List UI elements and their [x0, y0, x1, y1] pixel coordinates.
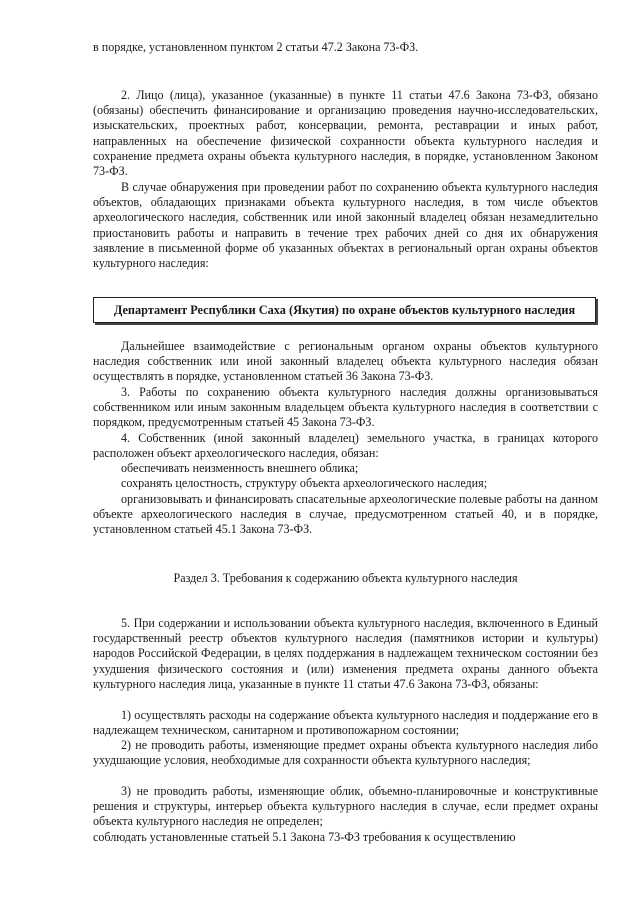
paragraph-interaction: Дальнейшее взаимодействие с региональным органом охраны объектов культурного наследия собственник или иной законный владелец объекта культурного наследия обязан осуществлять в порядке, установленном статьей 36 Закона 73-ФЗ. [93, 339, 598, 384]
authority-name: Департамент Республики Саха (Якутия) по охране объектов культурного наследия [113, 302, 576, 317]
paragraph-item-4: 4. Собственник (иной законный владелец) земельного участка, в границах которого расположен объект археологического наследия, обязан: [93, 431, 598, 461]
subitem-1: 1) осуществлять расходы на содержание объекта культурного наследия и поддержание его в надлежащем техническом, санитарном и противопожарном состоянии; [93, 708, 598, 738]
obligation-3: организовывать и финансировать спасательные археологические полевые работы на данном объекте археологического наследия в случае, предусмотренном статьей 40, и в порядке, установленном статьей 45.1 Закона 73-ФЗ. [93, 492, 598, 537]
subitem-3: 3) не проводить работы, изменяющие облик, объемно-планировочные и конструктивные решения и структуры, интерьер объекта культурного наследия в случае, если предмет охраны объекта культурного наследия не определен; [93, 784, 598, 829]
paragraph-item-3: 3. Работы по сохранению объекта культурного наследия должны организовываться собственником или иным законным владельцем объекта культурного наследия в соответствии с порядком, предусмотренным статьей 45 Закона 73-ФЗ. [93, 385, 598, 430]
paragraph-item-2: 2. Лицо (лица), указанное (указанные) в пункте 11 статьи 47.6 Закона 73-ФЗ, обязано (обязаны) обеспечить финансирование и организацию проведения научно-исследовательских, изыскательских, проектных работ, консервации, ремонта, реставрации и иных работ, направленных на обеспечение физической сохранности объекта культурного наследия и сохранение предмета охраны объекта культурного наследия, в порядке, установленном Законом 73-ФЗ. [93, 88, 598, 179]
paragraph-discovery: В случае обнаружения при проведении работ по сохранению объекта культурного наследия объектов, обладающих признаками объекта культурного наследия, в том числе объектов археологического наследия, собственник или иной законный владелец обязан незамедлительно приостановить работы и направить в течение трех рабочих дней со дня их обнаружения заявление в письменной форме об указанных объектах в региональный орган охраны объектов культурного наследия: [93, 180, 598, 271]
obligation-1: обеспечивать неизменность внешнего облика; [121, 461, 359, 475]
section-heading: Раздел 3. Требования к содержанию объекта культурного наследия [173, 571, 518, 585]
paragraph-item-5: 5. При содержании и использовании объекта культурного наследия, включенного в Единый государственный реестр объектов культурного наследия (памятников истории и культуры) народов Российской Федерации, в целях поддержания в надлежащем техническом состоянии без ухудшения физического состояния и (или) изменения предмета охраны данного объекта культурного наследия лица, указанные в пункте 11 статьи 47.6 Закона 73-ФЗ, обязаны: [93, 616, 598, 691]
paragraph-continuation: в порядке, установленном пунктом 2 статьи 47.2 Закона 73-ФЗ. [93, 40, 419, 54]
paragraph-last: соблюдать установленные статьей 5.1 Закона 73-ФЗ требования к осуществлению [93, 830, 516, 844]
subitem-2: 2) не проводить работы, изменяющие предмет охраны объекта культурного наследия либо ухудшающие условия, необходимые для сохранности объекта культурного наследия; [93, 738, 598, 768]
obligation-2: сохранять целостность, структуру объекта археологического наследия; [121, 476, 488, 490]
authority-box [93, 297, 596, 323]
